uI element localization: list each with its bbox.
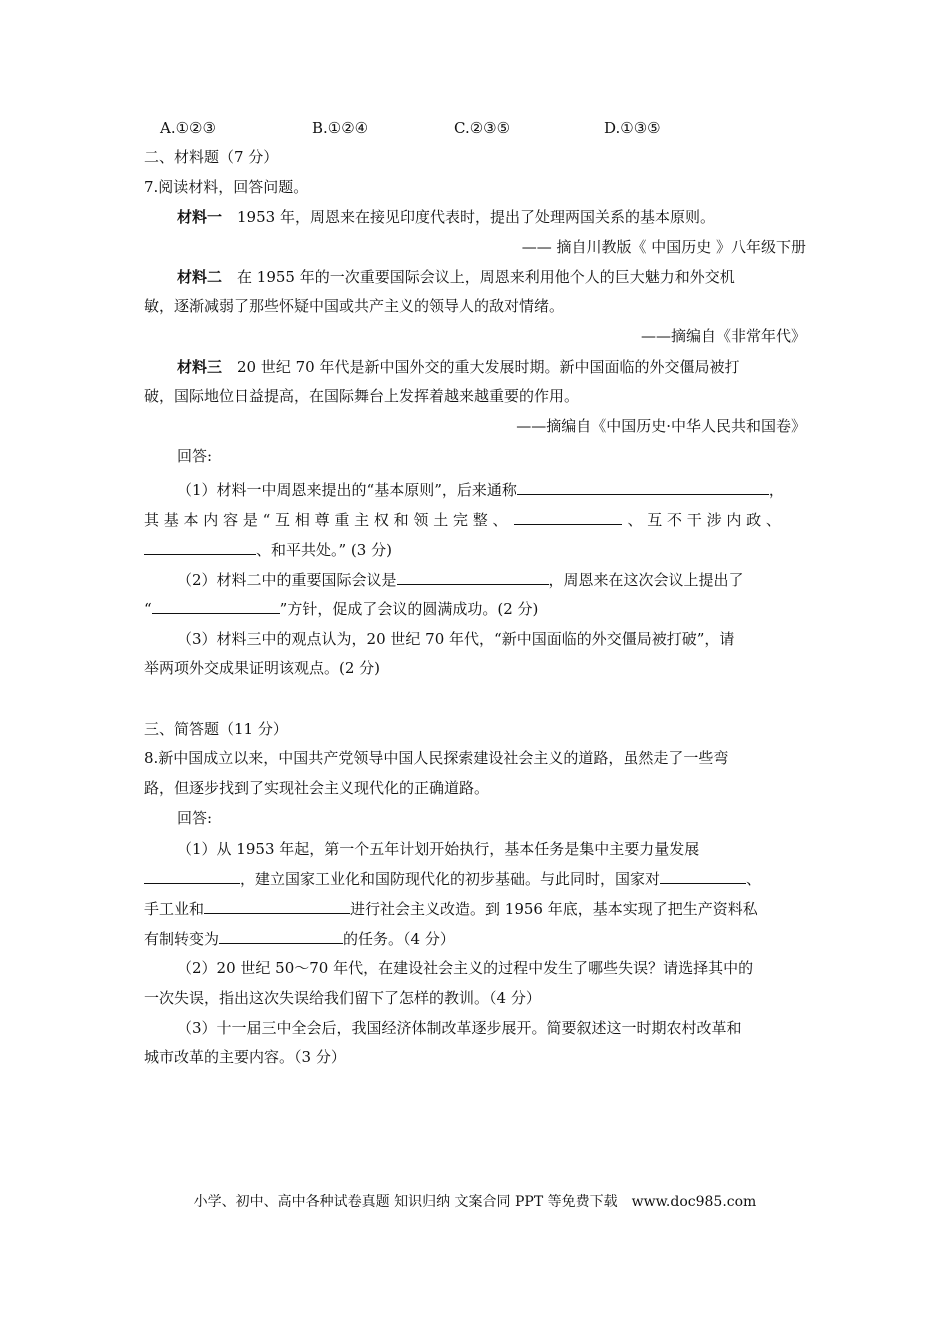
s3-q1-text-d: 手工业和 — [144, 900, 205, 918]
answer-blank[interactable] — [517, 478, 769, 495]
s3-q1-line3 — [144, 897, 758, 920]
s2-q1-line2 — [144, 508, 781, 531]
s2-q2-text-d: ”方针，促成了会议的圆满成功。(2 分) — [279, 600, 539, 618]
q8-stem-line1: 8.新中国成立以来，中国共产党领导中国人民探索建设社会主义的道路，虽然走了一些弯 — [144, 749, 729, 767]
s2-q1-line1 — [177, 478, 784, 501]
s3-q3-line2: 城市改革的主要内容。（3 分） — [144, 1048, 346, 1066]
material2-label: 材料二 — [177, 268, 223, 286]
answer-blank[interactable] — [660, 867, 746, 884]
s3-q2-line2: 一次失误，指出这次失误给我们留下了怎样的教训。（4 分） — [144, 989, 541, 1007]
s3-q1-text-b: ，建立国家工业化和国防现代化的初步基础。与此同时，国家对 — [240, 870, 661, 888]
material2-text1: 在 1955 年的一次重要国际会议上，周恩来利用他个人的巨大魅力和外交机 — [222, 268, 735, 286]
s3-q3-line1: （3）十一届三中全会后，我国经济体制改革逐步展开。简要叙述这一时期农村改革和 — [177, 1019, 742, 1037]
answer-label: 回答: — [177, 809, 213, 827]
s3-q1-line4 — [144, 927, 455, 950]
s3-q1-text-e: 进行社会主义改造。到 1956 年底，基本实现了把生产资料私 — [350, 900, 758, 918]
s3-q1-text-c: 、 — [746, 870, 762, 888]
material3-line1 — [177, 356, 740, 378]
s2-q1-text-e: 、和平共处。” (3 分) — [256, 541, 392, 559]
material3-text2: 破，国际地位日益提高，在国际舞台上发挥着越来越重要的作用。 — [144, 387, 580, 405]
section3-title: 三、简答题（11 分） — [144, 720, 288, 738]
answer-blank[interactable] — [144, 538, 256, 555]
option-a: A.①②③ — [160, 119, 216, 137]
material1-text: 1953 年，周恩来在接见印度代表时，提出了处理两国关系的基本原则。 — [222, 208, 715, 226]
s3-q1-line1: （1）从 1953 年起，第一个五年计划开始执行，基本任务是集中主要力量发展 — [177, 840, 700, 858]
s2-q1-line3 — [144, 538, 392, 561]
s2-q1-text-c: 其 基 本 内 容 是 “ 互 相 尊 重 主 权 和 领 土 完 整 、 — [144, 511, 508, 529]
s2-q2-text-a: （2）材料二中的重要国际会议是 — [177, 571, 397, 589]
answer-blank[interactable] — [144, 867, 240, 884]
s3-q2-line1: （2）20 世纪 50～70 年代，在建设社会主义的过程中发生了哪些失误？请选择其中的 — [177, 959, 754, 977]
option-d: D.①③⑤ — [604, 119, 661, 137]
s3-q1-text-f: 有制转变为 — [144, 930, 220, 948]
material3-label: 材料三 — [177, 358, 223, 376]
material2-source: ——摘编自《非常年代》 — [640, 327, 806, 345]
answer-blank[interactable] — [397, 568, 549, 585]
answer-blank[interactable] — [204, 897, 350, 914]
s2-q1-text-b: ， — [768, 481, 784, 499]
material3-text1: 20 世纪 70 年代是新中国外交的重大发展时期。新中国面临的外交僵局被打 — [222, 358, 740, 376]
s2-q2-line1 — [177, 568, 744, 591]
material3-source: ——摘编自《中国历史·中华人民共和国卷》 — [516, 417, 806, 435]
page-footer: 小学、初中、高中各种试卷真题 知识归纳 文案合同 PPT 等免费下载 www.doc985.com — [193, 1194, 757, 1210]
material1-line — [177, 206, 715, 228]
s2-q2-text-b: ，周恩来在这次会议上提出了 — [548, 571, 744, 589]
answer-blank[interactable] — [219, 927, 343, 944]
s2-q1-text-a: （1）材料一中周恩来提出的“基本原则”，后来通称 — [177, 481, 517, 499]
material1-label: 材料一 — [177, 208, 223, 226]
s2-q2-line2 — [144, 597, 538, 620]
answer-blank[interactable] — [152, 597, 280, 614]
material1-source: —— 摘自川教版《 中国历史 》八年级下册 — [521, 238, 806, 256]
q8-stem-line2: 路，但逐步找到了实现社会主义现代化的正确道路。 — [144, 779, 490, 797]
section2-title: 二、材料题（7 分） — [144, 148, 279, 166]
s2-q3-line2: 举两项外交成果证明该观点。(2 分) — [144, 659, 381, 677]
s2-q1-text-d: 、 互 不 干 涉 内 政 、 — [627, 511, 781, 529]
q7-stem: 7.阅读材料，回答问题。 — [144, 178, 309, 196]
s3-q1-line2 — [144, 867, 761, 890]
material2-line1 — [177, 266, 735, 288]
option-b: B.①②④ — [312, 119, 369, 137]
option-c: C.②③⑤ — [454, 119, 511, 137]
answer-label: 回答: — [177, 447, 213, 465]
answer-blank[interactable] — [514, 508, 622, 525]
material2-text2: 敏，逐渐减弱了那些怀疑中国或共产主义的领导人的敌对情绪。 — [144, 297, 565, 315]
s2-q2-text-c: “ — [144, 600, 152, 618]
s2-q3-line1: （3）材料三中的观点认为，20 世纪 70 年代，“新中国面临的外交僵局被打破”，请 — [177, 630, 735, 648]
s3-q1-text-g: 的任务。（4 分） — [343, 930, 455, 948]
